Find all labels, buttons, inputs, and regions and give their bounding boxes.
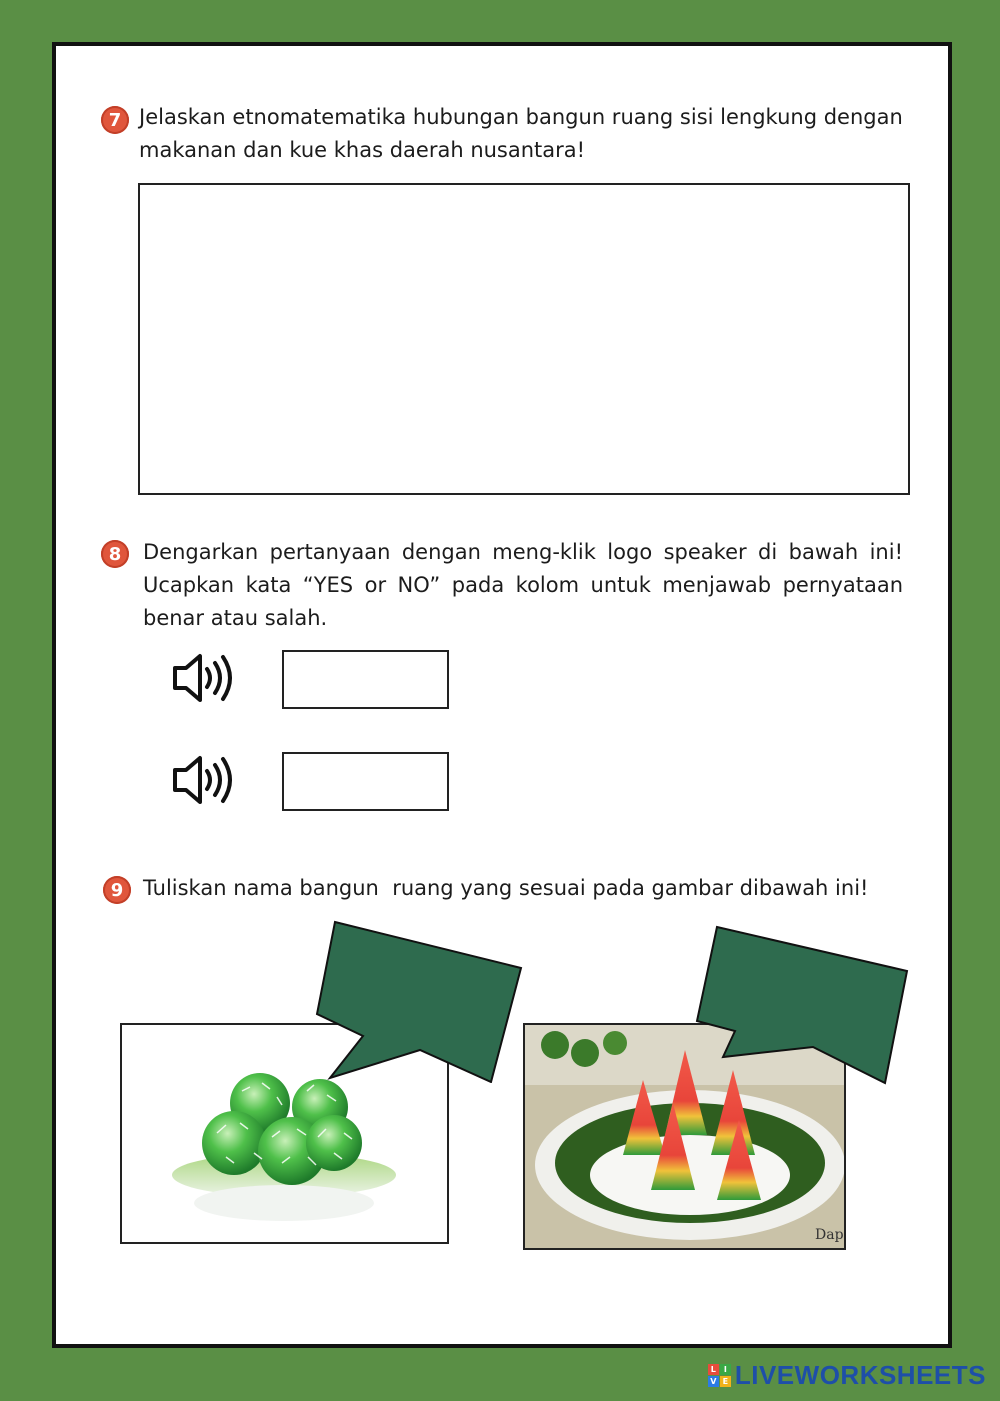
question-number-8: 8 [101, 540, 129, 568]
question-9-text: Tuliskan nama bangun ruang yang sesuai pada gambar dibawah ini! [143, 876, 869, 900]
answer-speech-bubble-2[interactable] [695, 925, 910, 1089]
live-logo-icon [708, 1364, 731, 1387]
speaker-icon[interactable] [170, 750, 240, 810]
liveworksheets-logo [708, 1360, 986, 1391]
answer-speech-bubble-1[interactable] [315, 918, 525, 1087]
logo-letter: L [708, 1364, 719, 1375]
question-7-answer-field[interactable] [138, 183, 910, 495]
logo-letter: E [720, 1376, 731, 1387]
logo-letter: V [708, 1376, 719, 1387]
question-8-line-1: Dengarkan pertanyaan dengan meng-klik logo speaker di bawah ini! [143, 540, 903, 564]
question-8-line-3: benar atau salah. [143, 606, 328, 630]
speaker-icon[interactable] [170, 648, 240, 708]
question-8-line-2: Ucapkan kata “YES or NO” pada kolom untuk menjawab pernyataan [143, 573, 903, 597]
photo-watermark: Dap [815, 1227, 844, 1243]
question-number-9: 9 [103, 876, 131, 904]
question-7-text [139, 101, 919, 167]
question-8-answer-field-1[interactable] [282, 650, 449, 709]
question-7-line-1: Jelaskan etnomatematika hubungan bangun ruang sisi lengkung dengan [139, 105, 903, 129]
question-number-7: 7 [101, 106, 129, 134]
question-8-text [143, 536, 903, 635]
logo-letter: I [720, 1364, 731, 1375]
brand-name: LIVEWORKSHEETS [734, 1360, 986, 1390]
question-8-answer-field-2[interactable] [282, 752, 449, 811]
question-7-line-2: makanan dan kue khas daerah nusantara! [139, 138, 586, 162]
